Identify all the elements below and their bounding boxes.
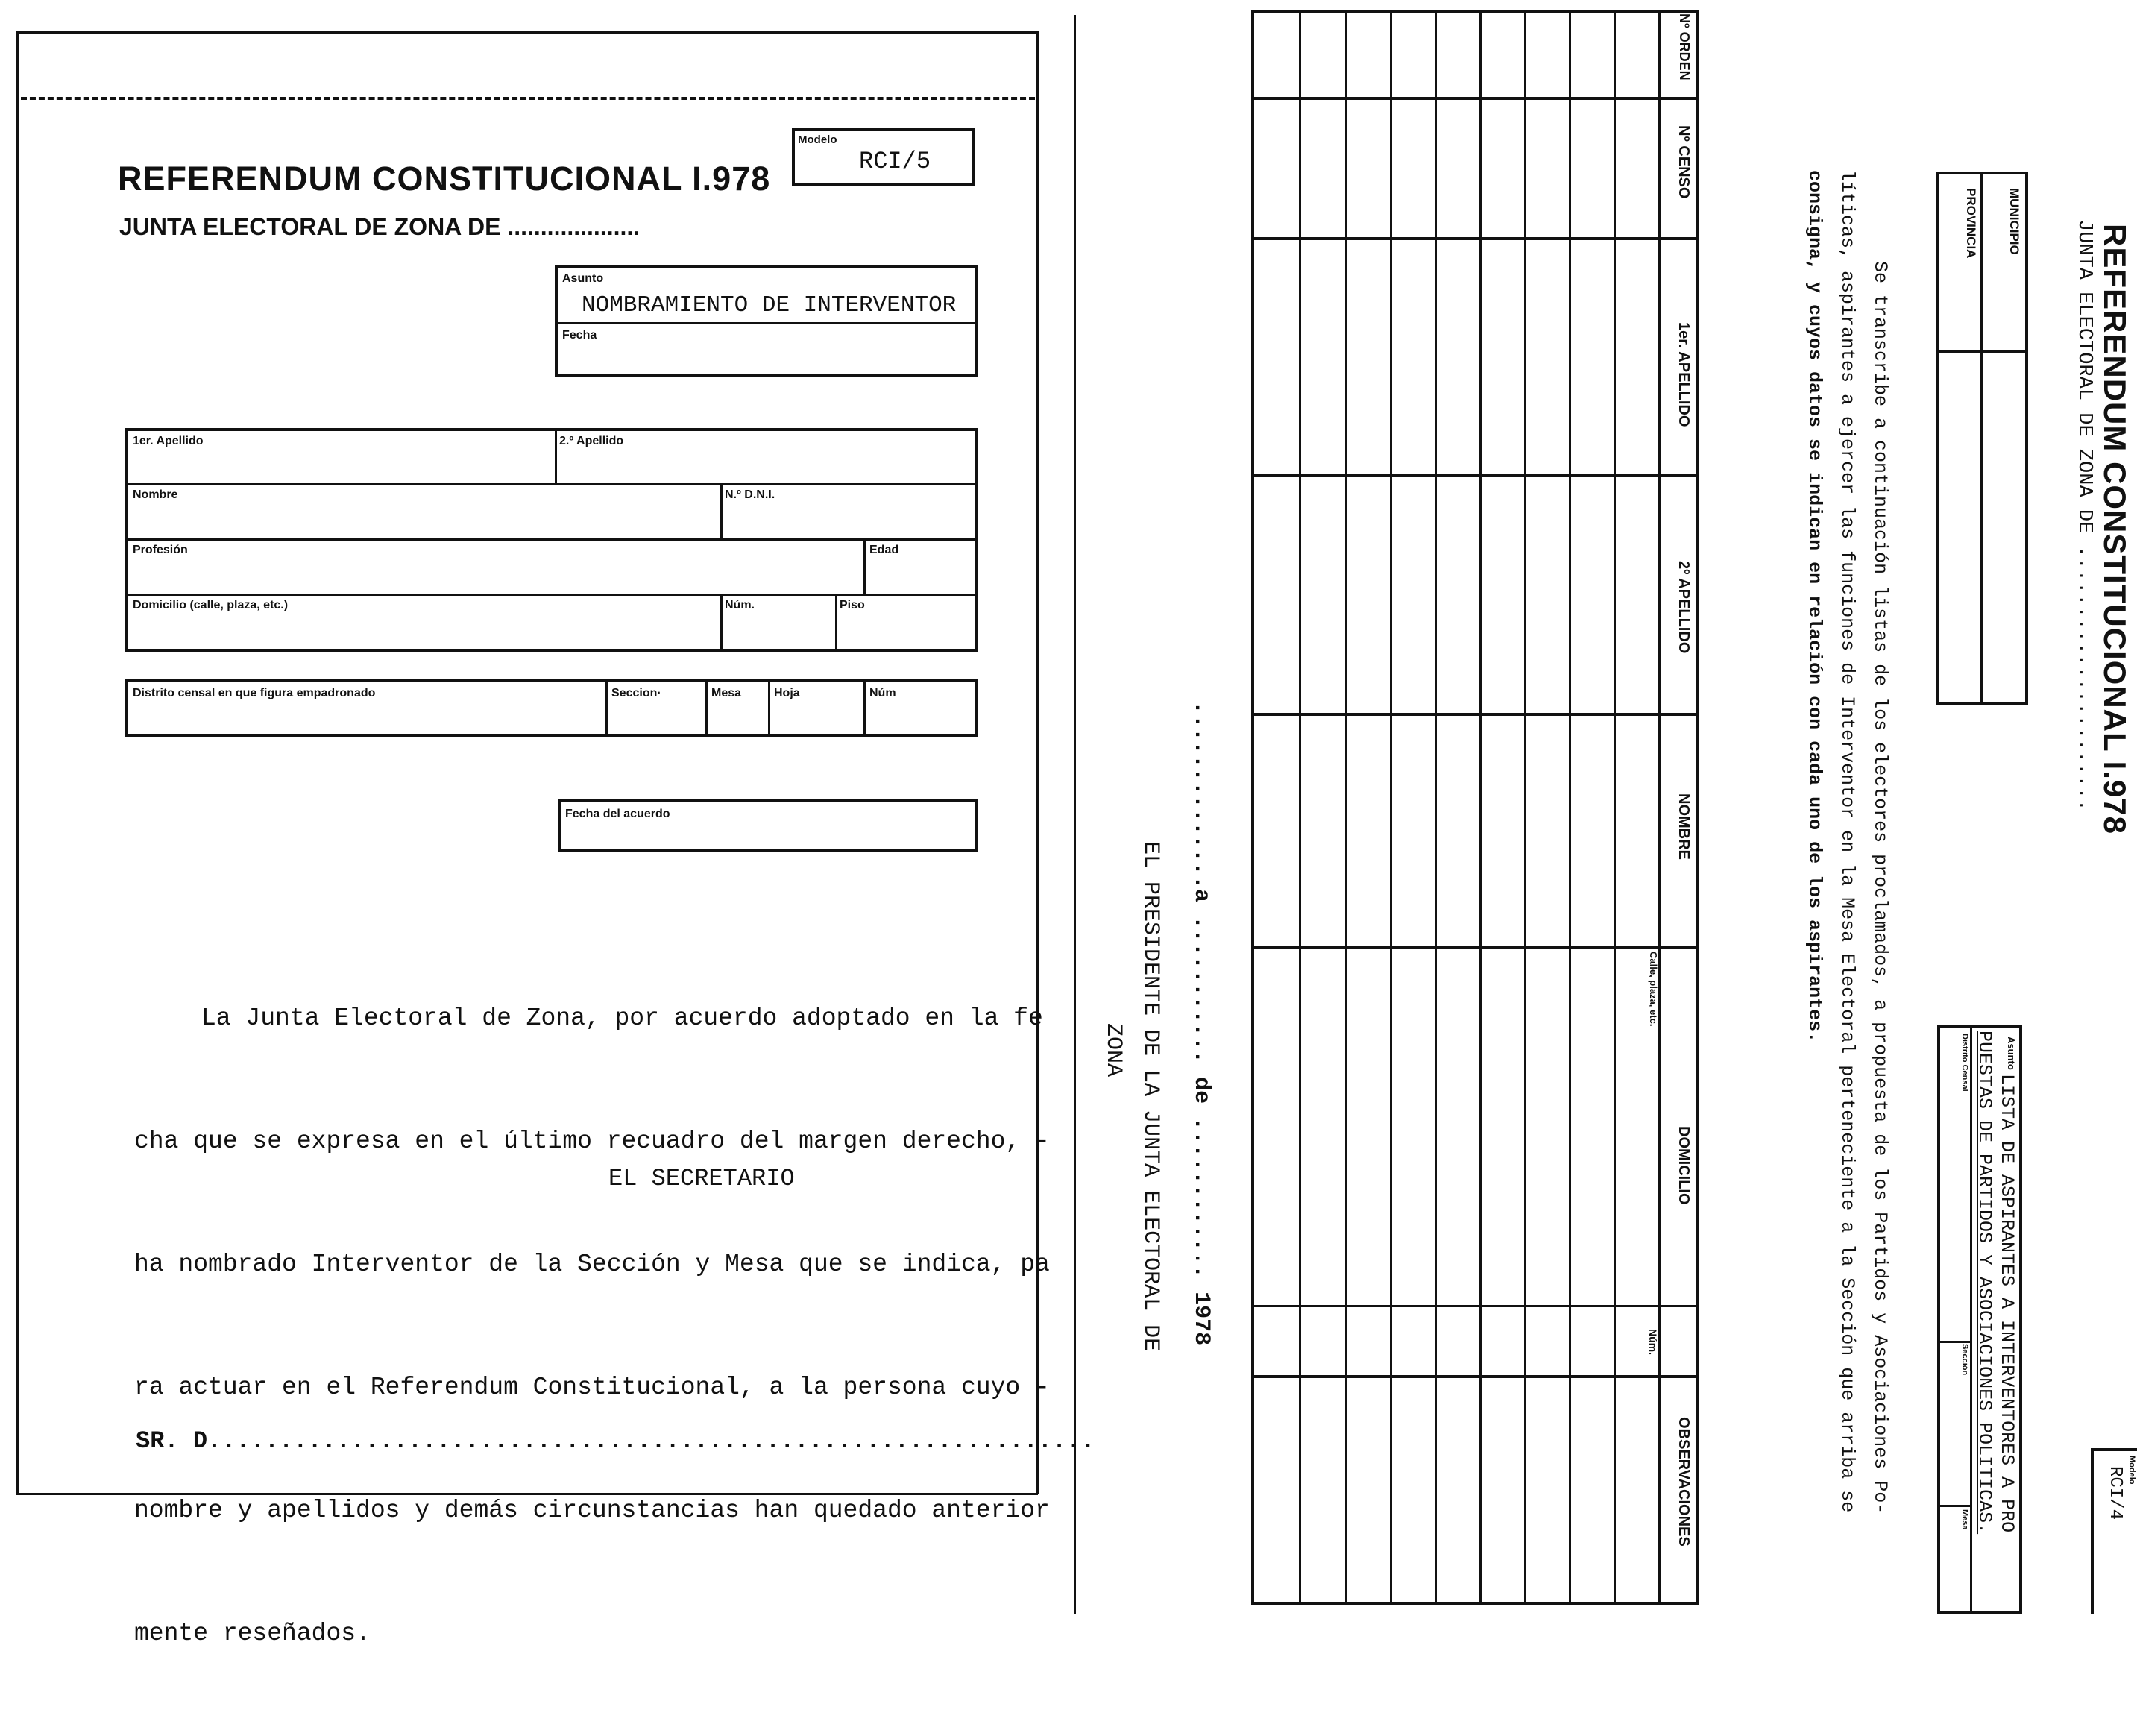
right-para-line: Se transcribe a continuación listas de los electores proclamados, a propuesta de los Partidos y Asociaciones Po-: [1869, 261, 1891, 1515]
col-header-apellido1: 1er. APELLIDO: [1675, 322, 1692, 427]
table-row-line: [1479, 10, 1482, 1605]
table-row-line: [1345, 10, 1347, 1605]
table-col-line: [1251, 237, 1699, 240]
body-line: ha nombrado Interventor de la Sección y Mesa que se indica, pa: [134, 1251, 1050, 1278]
right-seccion-label: Sección: [1960, 1344, 1969, 1376]
left-asunto-box: [555, 265, 978, 377]
municipio-label: MUNICIPIO: [2007, 188, 2021, 255]
body-line: ra actuar en el Referendum Constitucional, a la persona cuyo -: [134, 1374, 1050, 1401]
table-col-line: [1251, 1375, 1699, 1378]
municipio-box: [1936, 172, 2028, 705]
right-para-line: líticas, aspirantes a ejercer las funciones de Interventor en la Mesa Electoral perteneciente a la Sección que arriba se: [1837, 170, 1858, 1513]
dni-label: N.º D.N.I.: [725, 488, 775, 501]
right-asunto-line2: PUESTAS DE PARTIDOS Y ASOCIACIONES POLITICAS.: [1974, 1031, 1995, 1535]
col-header-censo: Nº CENSO: [1675, 125, 1692, 199]
table-col-line: [1251, 97, 1699, 100]
page-separator: [1074, 15, 1076, 1614]
col-header-apellido2: 2º APELLIDO: [1675, 561, 1692, 654]
left-modelo-box: [792, 128, 975, 186]
left-modelo-value: RCI/5: [859, 148, 931, 175]
num2-label: Núm: [869, 687, 896, 699]
body-line: mente reseñados.: [134, 1620, 371, 1647]
personal-data-box: [125, 428, 978, 652]
left-modelo-label: Modelo: [798, 133, 837, 146]
col-header-observaciones: OBSERVACIONES: [1675, 1417, 1692, 1547]
left-asunto-label: Asunto: [562, 272, 604, 285]
distrito-box: [125, 679, 978, 737]
table-frame: [1251, 10, 1699, 1605]
middle-date-line: ..............a ........... de ............ 1978: [1189, 701, 1214, 1346]
left-frame-top: [16, 31, 1038, 34]
col-header-domicilio-num: Núm.: [1647, 1329, 1659, 1355]
nombre-label: Nombre: [133, 488, 178, 501]
table-row-line: [1614, 10, 1616, 1605]
body-line: nombre y apellidos y demás circunstancias han quedado anterior: [134, 1497, 1050, 1524]
left-asunto-value: NOMBRAMIENTO DE INTERVENTOR: [582, 292, 957, 318]
right-modelo-box: [2091, 1448, 2137, 1614]
table-row-line: [1299, 10, 1301, 1605]
body-line: La Junta Electoral de Zona, por acuerdo adoptado en la fe: [201, 1004, 1043, 1032]
body-line: cha que se expresa en el último recuadro del margen derecho, -: [134, 1128, 1050, 1155]
seccion-label: Seccion·: [611, 687, 661, 699]
left-title: REFERENDUM CONSTITUCIONAL I.978: [118, 160, 771, 198]
cut-line: [21, 97, 1035, 100]
table-col-line: [1251, 946, 1699, 949]
hoja-label: Hoja: [774, 687, 800, 699]
sr-line: SR. D..............................................................: [136, 1427, 1095, 1455]
left-junta-line: JUNTA ELECTORAL DE ZONA DE ....................: [119, 213, 641, 240]
table-col-line: [1251, 713, 1699, 716]
right-distrito-label: Distrito Censal: [1960, 1034, 1969, 1092]
left-fecha-label: Fecha: [562, 329, 597, 342]
col-header-domicilio-calle: Calle, plaza, etc.: [1648, 952, 1659, 1027]
table-row-line: [1524, 10, 1526, 1605]
left-body-text: [134, 916, 1095, 1736]
edad-label: Edad: [869, 544, 899, 556]
middle-presidente: EL PRESIDENTE DE LA JUNTA ELECTORAL DE: [1138, 841, 1163, 1352]
domicilio-label: Domicilio (calle, plaza, etc.): [133, 599, 289, 611]
apellido1-label: 1er. Apellido: [133, 435, 204, 447]
piso-label: Piso: [840, 599, 865, 611]
right-asunto-box: [1937, 1025, 2022, 1614]
profesion-label: Profesión: [133, 544, 188, 556]
right-asunto-label: Asunto: [2006, 1037, 2017, 1070]
right-junta-line: JUNTA ELECTORAL DE ZONA DE ......................: [2073, 219, 2095, 811]
table-row-line: [1435, 10, 1437, 1605]
col-header-domicilio: DOMICILIO: [1675, 1126, 1692, 1205]
table-row-line: [1390, 10, 1392, 1605]
table-row-line: [1569, 10, 1571, 1605]
right-mesa-label: Mesa: [1960, 1509, 1969, 1530]
table-col-line: [1251, 474, 1699, 477]
mesa-label: Mesa: [711, 687, 742, 699]
right-para-line: consigna, y cuyos datos se indican en relación con cada uno de los aspirantes.: [1804, 170, 1825, 1043]
domicilio-sub-line: [1660, 946, 1661, 1375]
provincia-label: PROVINCIA: [1964, 188, 1978, 259]
col-header-orden: Nº ORDEN: [1677, 13, 1692, 81]
left-frame-left: [16, 31, 19, 1494]
num-label: Núm.: [725, 599, 755, 611]
right-modelo-value: RCI/4: [2105, 1466, 2125, 1520]
right-title: REFERENDUM CONSTITUCIONAL I.978: [2097, 224, 2133, 834]
fecha-acuerdo-box: [558, 799, 978, 852]
right-asunto-line1: LISTA DE ASPIRANTES A INTERVENTORES A PRO: [1996, 1074, 2018, 1533]
middle-zona: ZONA: [1101, 1023, 1126, 1078]
left-secretario: EL SECRETARIO: [608, 1165, 795, 1192]
fecha-acuerdo-label: Fecha del acuerdo: [565, 808, 670, 820]
distrito-label: Distrito censal en que figura empadronado: [133, 687, 376, 699]
table-col-line: [1251, 1305, 1699, 1307]
apellido2-label: 2.º Apellido: [559, 435, 624, 447]
right-modelo-label: Modelo: [2127, 1456, 2136, 1485]
col-header-nombre: NOMBRE: [1675, 793, 1692, 860]
